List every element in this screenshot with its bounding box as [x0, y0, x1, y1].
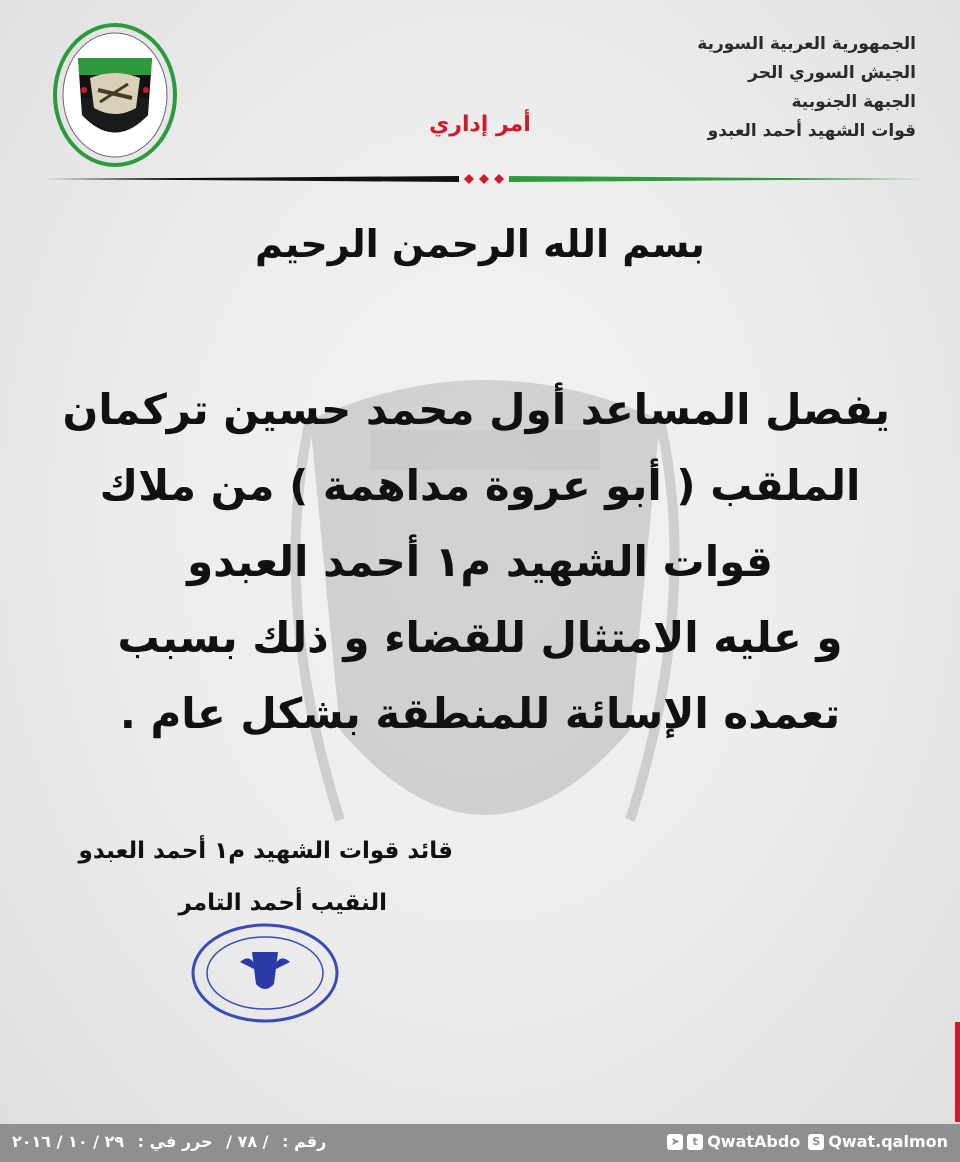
social-handle-1: QwatAbdo [707, 1132, 801, 1151]
order-title: أمر إداري [429, 112, 531, 137]
body-line: الملقب ( أبو عروة مداهمة ) من ملاك [99, 461, 861, 510]
twitter-icon: t [687, 1134, 703, 1150]
footer-date-value: ٢٩ / ١٠ / ٢٠١٦ [12, 1132, 125, 1151]
brigade-logo-icon [50, 20, 180, 170]
official-stamp-icon [190, 922, 340, 1024]
footer-bar [0, 1124, 960, 1162]
skype-link[interactable] [808, 1132, 948, 1151]
footer-reference [8, 1132, 330, 1151]
header-block [697, 30, 916, 146]
footer-number-label: رقم : [282, 1132, 327, 1151]
skype-icon: S [808, 1134, 824, 1150]
body-line: تعمده الإسائة للمنطقة بشكل عام . [119, 689, 841, 738]
body-line: قوات الشهيد م١ أحمد العبدو [187, 537, 773, 586]
body-line: يفصل المساعد أول محمد حسين تركمان [62, 385, 890, 434]
social-handle-2: Qwat.qalmon [828, 1132, 948, 1151]
telegram-twitter-link[interactable] [667, 1132, 800, 1151]
header-line-army: الجيش السوري الحر [748, 63, 916, 83]
header-line-front: الجبهة الجنوبية [791, 92, 916, 112]
order-body [62, 372, 890, 752]
signature-title: قائد قوات الشهيد م١ أحمد العبدو [78, 838, 453, 864]
body-line: و عليه الامتثال للقضاء و ذلك بسبب [117, 613, 843, 662]
red-edge-strip [955, 1022, 960, 1122]
telegram-icon: ➤ [667, 1134, 683, 1150]
footer-date-label: حرر في : [137, 1132, 213, 1151]
header-line-forces: قوات الشهيد أحمد العبدو [707, 121, 916, 141]
footer-number-value: / ٧٨ / [226, 1132, 269, 1151]
signature-name: النقيب أحمد التامر [178, 890, 387, 916]
footer-social [667, 1132, 948, 1151]
basmala: بسم الله الرحمن الرحيم [255, 222, 705, 266]
header-line-country: الجمهورية العربية السورية [697, 34, 916, 54]
flag-divider [44, 174, 924, 184]
